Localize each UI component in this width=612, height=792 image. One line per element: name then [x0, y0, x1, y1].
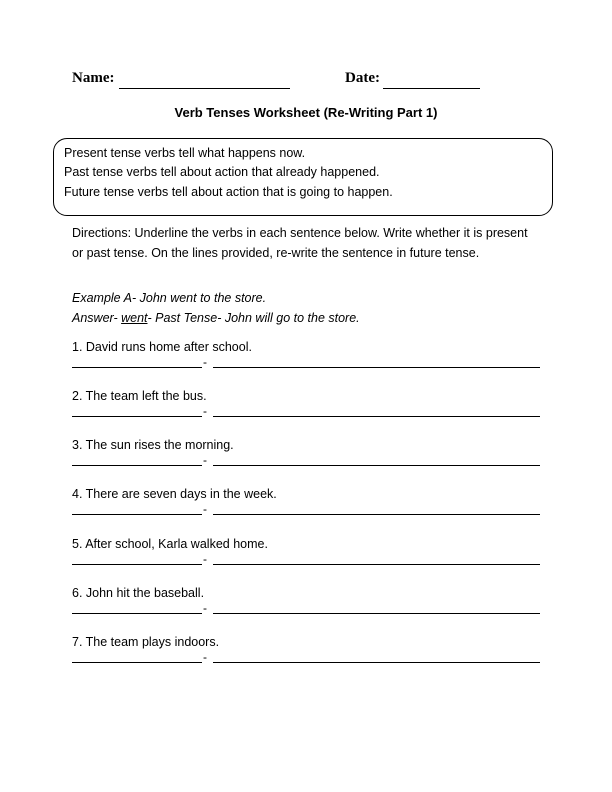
rule-future: Future tense verbs tell about action that is going to happen. — [64, 185, 393, 199]
verb-answer-line[interactable] — [72, 416, 202, 417]
date-blank-line[interactable] — [383, 88, 480, 89]
name-date-row — [72, 70, 542, 92]
example-answer-prefix: Answer- — [72, 311, 122, 325]
example-answer-verb: went — [121, 311, 148, 325]
verb-answer-line[interactable] — [72, 613, 202, 614]
rule-present: Present tense verbs tell what happens now. — [64, 146, 306, 160]
question-item — [72, 537, 542, 577]
rule-past: Past tense verbs tell about action that already happened. — [64, 165, 380, 179]
question-text: 6. John hit the baseball. — [72, 586, 205, 600]
question-text: 4. There are seven days in the week. — [72, 487, 277, 501]
question-text: 5. After school, Karla walked home. — [72, 537, 268, 551]
rewrite-answer-line[interactable] — [213, 416, 540, 417]
directions-text: Directions: Underline the verbs in each sentence below. Write whether it is present or past tense. On the lines provided, re-write the sentence in future tense. — [72, 226, 528, 260]
name-blank-line[interactable] — [119, 88, 290, 89]
answer-separator: - — [203, 552, 207, 566]
rewrite-answer-line[interactable] — [213, 662, 540, 663]
question-item — [72, 635, 542, 675]
rewrite-answer-line[interactable] — [213, 613, 540, 614]
rewrite-answer-line[interactable] — [213, 367, 540, 368]
question-item — [72, 340, 542, 380]
question-text: 1. David runs home after school. — [72, 340, 252, 354]
name-label: Name: — [72, 70, 115, 86]
example-answer — [72, 311, 360, 325]
example-answer-suffix: - Past Tense- John will go to the store. — [147, 311, 360, 325]
rewrite-answer-line[interactable] — [213, 514, 540, 515]
verb-answer-line[interactable] — [72, 367, 202, 368]
question-text: 3. The sun rises the morning. — [72, 438, 234, 452]
worksheet-title: Verb Tenses Worksheet (Re-Writing Part 1) — [174, 105, 438, 120]
verb-answer-line[interactable] — [72, 514, 202, 515]
question-item — [72, 438, 542, 478]
rewrite-answer-line[interactable] — [213, 564, 540, 565]
tense-rules-box — [53, 138, 553, 216]
question-item — [72, 586, 542, 626]
question-item — [72, 389, 542, 429]
question-item — [72, 487, 542, 527]
answer-separator: - — [203, 355, 207, 369]
answer-separator: - — [203, 502, 207, 516]
answer-separator: - — [203, 404, 207, 418]
question-text: 7. The team plays indoors. — [72, 635, 220, 649]
verb-answer-line[interactable] — [72, 564, 202, 565]
question-text: 2. The team left the bus. — [72, 389, 207, 403]
example-sentence: Example A- John went to the store. — [72, 291, 267, 305]
verb-answer-line[interactable] — [72, 662, 202, 663]
answer-separator: - — [203, 650, 207, 664]
answer-separator: - — [203, 601, 207, 615]
verb-answer-line[interactable] — [72, 465, 202, 466]
date-label: Date: — [345, 70, 380, 86]
rewrite-answer-line[interactable] — [213, 465, 540, 466]
answer-separator: - — [203, 453, 207, 467]
